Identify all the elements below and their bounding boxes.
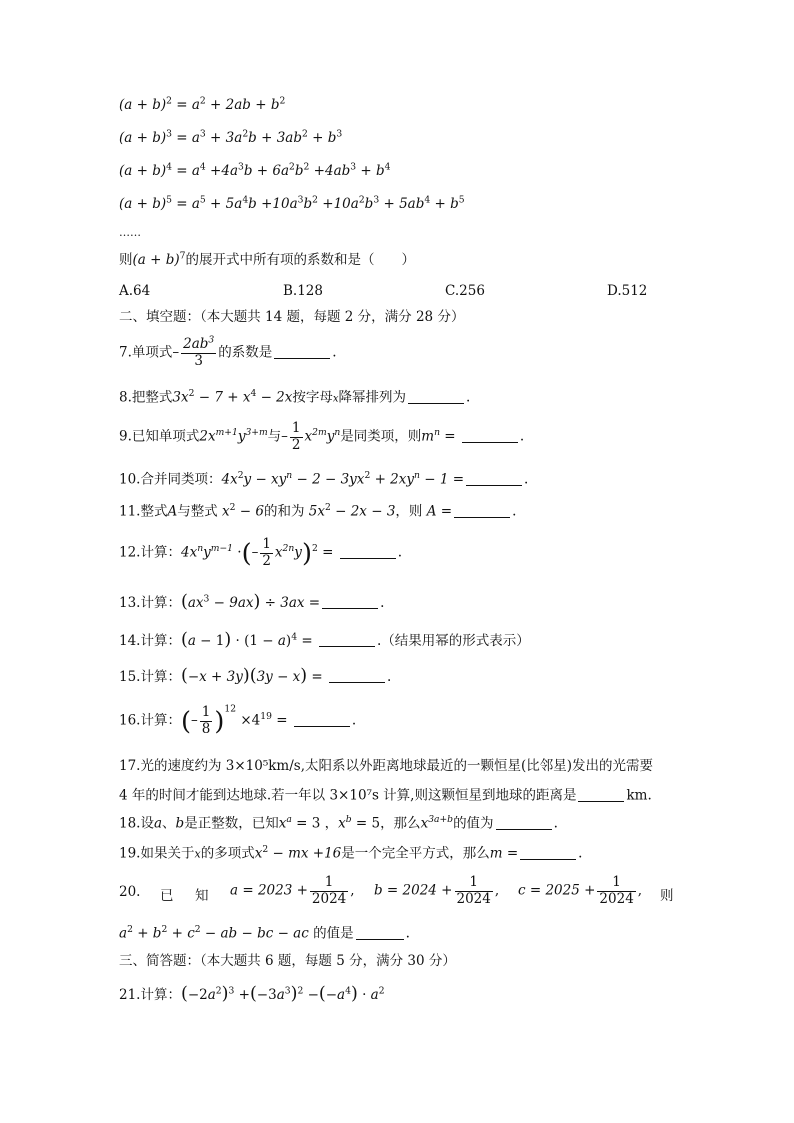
q8-answer-blank[interactable]	[408, 389, 464, 404]
q20-answer-blank[interactable]	[356, 925, 404, 940]
question-16: 16.计算：(– $\frac{1}{8}$ )$^{12} \times 4^{19}$ = .	[119, 703, 357, 737]
q9-answer-blank[interactable]	[462, 428, 518, 443]
q16-answer-blank[interactable]	[294, 712, 350, 727]
question-13: 13.计算：$(ax^3 - 9ax) \div 3ax$ = .	[119, 592, 385, 612]
expansion-fifth: $(a + b)^5 = a^5 + 5a^4b +10a^3b^2 +10a^2b^3 + 5ab^4 + b^5$	[119, 194, 465, 212]
question-11: 11.整式A与整式 $x^2 - 6$的和为 $5x^2 - 2x - 3$，则 A = .	[119, 501, 517, 520]
question-20-then: 则	[660, 888, 674, 904]
expansion-cube: $(a + b)^3 = a^3 + 3a^2b + 3ab^2 + b^3$	[119, 128, 343, 146]
q6-option-a[interactable]: A.64	[119, 283, 151, 299]
question-20-word-2: 知	[195, 888, 209, 904]
section-3-title: 三、简答题：（本大题共 6 题，每题 5 分，满分 30 分）	[119, 953, 456, 969]
question-7: 7.单项式– $\frac{2ab^3}{3}$ 的系数是 .	[119, 334, 337, 369]
q20-b-value: b = 2024 + $\frac{1}{2024}$ ,	[374, 874, 500, 907]
section-2-title: 二、填空题：（本大题共 14 题，每题 2 分，满分 28 分）	[119, 309, 465, 325]
q6-option-d[interactable]: D.512	[607, 283, 648, 299]
q10-answer-blank[interactable]	[466, 471, 522, 486]
q6-option-b[interactable]: B.128	[283, 283, 323, 299]
question-18: 18.设a、b是正整数，已知$x^a = 3$ ，$x^b = 5$，那么$x^{3a+b}$的值为 .	[119, 813, 558, 832]
q7-answer-blank[interactable]	[274, 344, 330, 359]
question-10: 10.合并同类项：$4x^2y - xy^n - 2 - 3yx^2 + 2xy^n - 1$ = .	[119, 469, 529, 488]
question-19: 19.如果关于x的多项式$x^2$ − mx +16是一个完全平方式，那么m = .	[119, 843, 583, 862]
question-20-word-1: 已	[160, 888, 174, 904]
question-21: 21.计算：$(-2a^2)^3 +(-3a^3)^2 -(-a^4) \cdot a^2$	[119, 984, 385, 1004]
q19-answer-blank[interactable]	[520, 845, 576, 860]
q20-c-value: c = 2025 + $\frac{1}{2024}$ ,	[518, 874, 643, 907]
question-8: 8.把整式$3x^2 - 7 + x^4 - 2x$按字母x降幂排列为 .	[119, 387, 471, 406]
q20-a-value: a = 2023 + $\frac{1}{2024}$ ,	[230, 874, 355, 907]
q15-answer-blank[interactable]	[329, 669, 385, 684]
question-14: 14.计算：$(a - 1) \cdot (1 - a)^4$ = .（结果用幂的形式表示）	[119, 630, 530, 650]
q7-fraction: $\frac{2ab^3}{3}$	[183, 334, 215, 369]
q11-answer-blank[interactable]	[454, 503, 510, 518]
question-12: 12.计算：$4x^ny^{m-1}$ ·(– $\frac{1}{2}$ $x^{2n}y)^2$ = .	[119, 536, 402, 569]
question-9: 9.已知单项式$2x^{m+1}y^{3+m}$与– $\frac{1}{2}$ $x^{2m}y^n$是同类项，则$m^n$ = .	[119, 420, 525, 453]
question-20-line-2: $a^2 + b^2 + c^2$ − ab − bc − ac 的值是 .	[119, 923, 410, 942]
question-15: 15.计算：(−x + 3y)(3y − x) = .	[119, 666, 392, 686]
q17-answer-blank[interactable]	[578, 787, 624, 802]
q18-answer-blank[interactable]	[496, 815, 552, 830]
question-17-line-1: 17.光的速度约为 3×10⁵km/s,太阳系以外距离地球最近的一颗恒星(比邻星)发出的光需要	[119, 758, 654, 774]
q6-stem: 则$(a + b)^7$的展开式中所有项的系数和是（ ）	[119, 250, 415, 268]
q12-answer-blank[interactable]	[340, 544, 396, 559]
q14-answer-blank[interactable]	[319, 633, 375, 648]
q13-answer-blank[interactable]	[322, 595, 378, 610]
ellipsis: ……	[119, 226, 141, 239]
q6-option-c[interactable]: C.256	[445, 283, 485, 299]
question-17-line-2: 4 年的时间才能到达地球.若一年以 3×10⁷s 计算,则这颗恒星到地球的距离是 km.	[119, 787, 652, 804]
expansion-fourth: $(a + b)^4 = a^4 +4a^3b + 6a^2b^2 +4ab^3 + b^4$	[119, 161, 391, 179]
question-20-number: 20.	[119, 884, 141, 900]
expansion-square: $(a + b)^2 = a^2 + 2ab + b^2$	[119, 95, 286, 113]
